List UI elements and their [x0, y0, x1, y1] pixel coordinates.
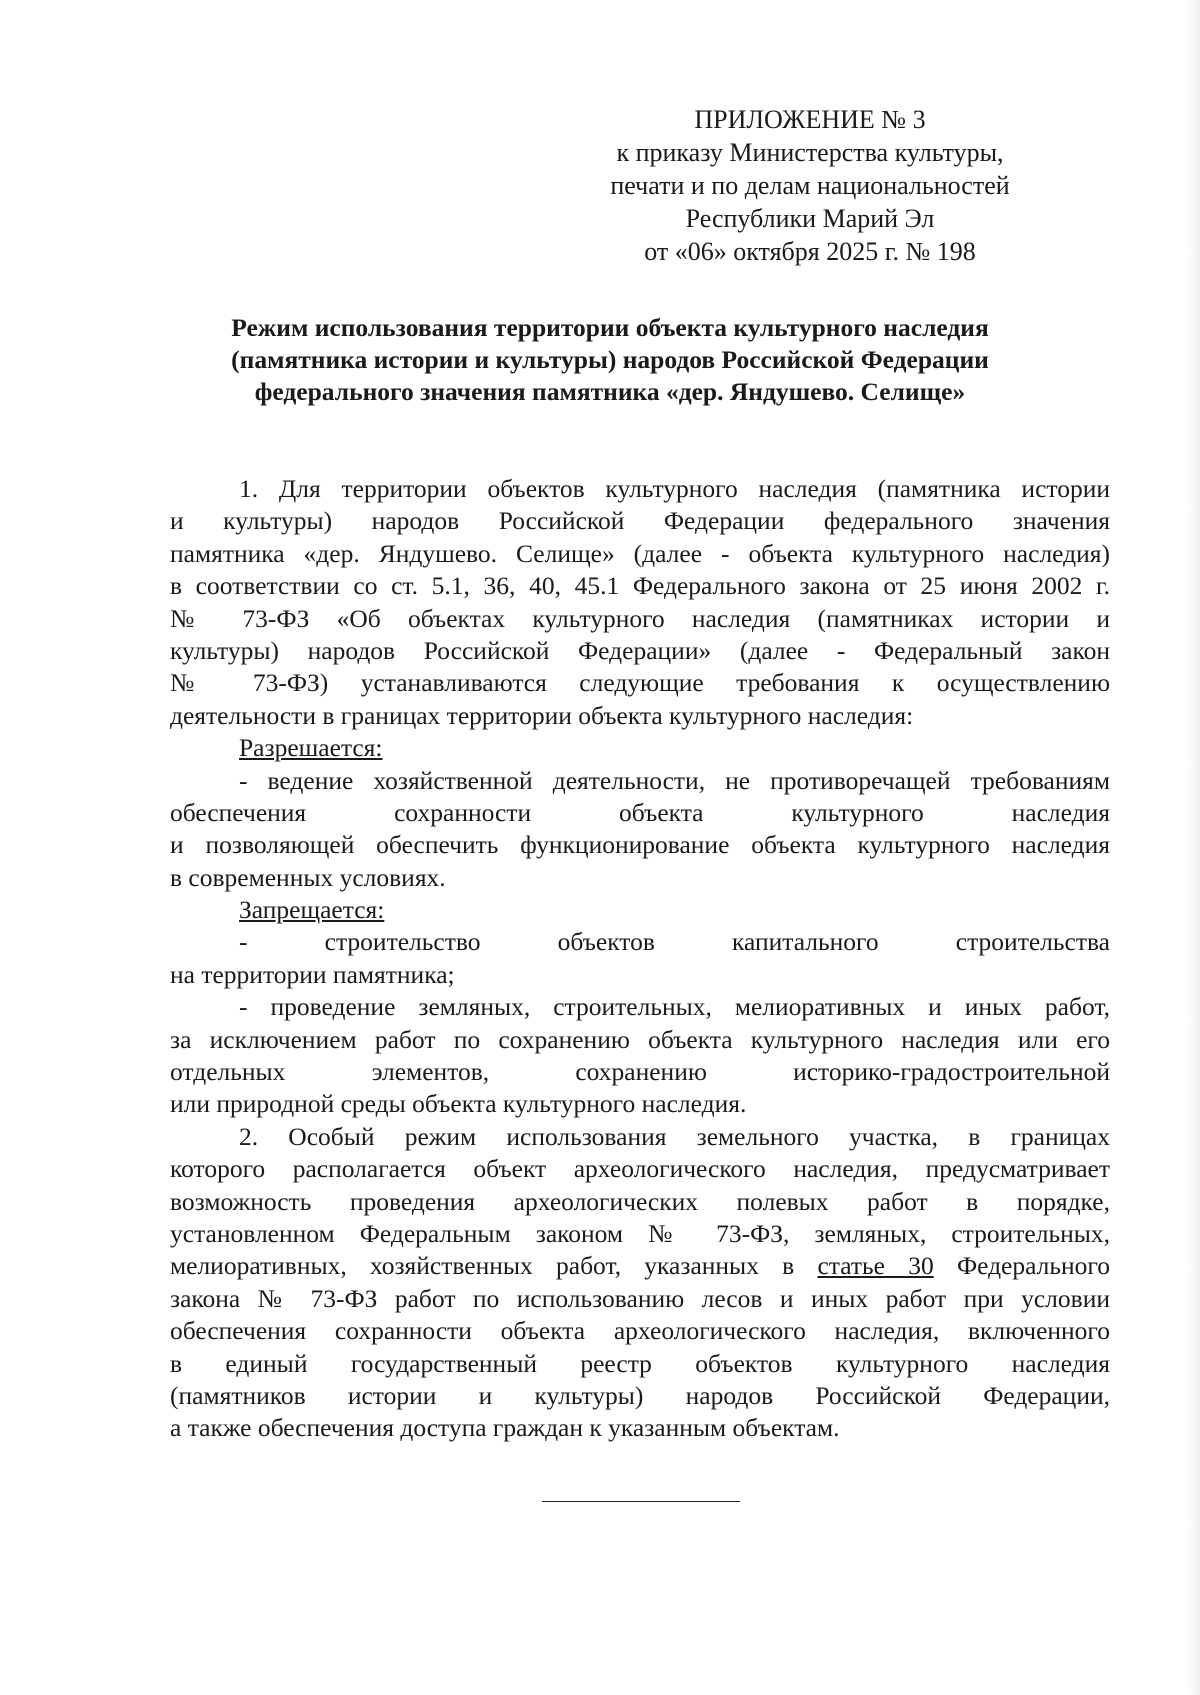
paragraph-1-line: деятельности в границах территории объекта культурного наследия: — [170, 700, 914, 730]
paragraph-1-line: 1. Для территории объектов культурного наследия (памятника истории — [239, 474, 1110, 503]
paragraph-2-line: обеспечения сохранности объекта археологического наследия, включенного — [170, 1316, 1110, 1346]
paragraph-2-text: Федерального — [933, 1251, 1110, 1281]
title-line-2: (памятника истории и культуры) народов Российской Федерации — [231, 345, 989, 374]
paragraph-2-line: (памятников истории и культуры) народов Российской Федерации, — [170, 1380, 1110, 1410]
forbidden-item-1-line: на территории памятника; — [170, 959, 455, 989]
appendix-number: ПРИЛОЖЕНИЕ № 3 — [694, 105, 926, 134]
paragraph-2-text: мелиоративных, хозяйственных работ, указанных в — [170, 1251, 818, 1281]
appendix-order-ref: к приказу Министерства культуры, — [616, 138, 1004, 167]
paragraph-2-line: которого располагается объект археологического наследия, предусматривает — [170, 1154, 1110, 1184]
paragraph-1-line: № 73-ФЗ «Об объектах культурного наследия (памятниках истории и — [170, 603, 1110, 633]
paragraph-1-line: памятника «дер. Яндушево. Селище» (далее - объекта культурного наследия) — [170, 538, 1110, 568]
paragraph-1-line: в соответствии со ст. 5.1, 36, 40, 45.1 Федерального закона от 25 июня 2002 г. — [170, 571, 1110, 601]
appendix-date-number: от «06» октября 2025 г. № 198 — [644, 237, 976, 266]
title-line-1: Режим использования территории объекта культурного наследия — [231, 313, 989, 342]
paragraph-2-line: в единый государственный реестр объектов культурного наследия — [170, 1348, 1110, 1378]
forbidden-heading-line — [170, 894, 1110, 926]
page-edge-shadow — [1186, 0, 1200, 1695]
paragraph-2-line-with-link — [170, 1250, 1110, 1282]
forbidden-item-2-line: - проведение земляных, строительных, мелиоративных и иных работ, — [239, 992, 1110, 1022]
paragraph-2-line: возможность проведения археологических полевых работ в порядке, — [170, 1186, 1110, 1216]
paragraph-2-line: а также обеспечения доступа граждан к указанным объектам. — [170, 1413, 840, 1443]
article-30-link[interactable]: статье 30 — [817, 1251, 934, 1281]
allowed-item-line: в современных условиях. — [170, 862, 446, 892]
paragraph-2-line: установленном Федеральным законом № 73-ФЗ, земляных, строительных, — [170, 1218, 1110, 1248]
document-body — [170, 473, 1110, 1445]
allowed-item-line: обеспечения сохранности объекта культурного наследия — [170, 797, 1110, 827]
paragraph-1-line: культуры) народов Российской Федерации» (далее - Федеральный закон — [170, 635, 1110, 665]
allowed-heading-line — [170, 732, 1110, 764]
forbidden-item-2-line: или природной среды объекта культурного наследия. — [170, 1089, 747, 1119]
paragraph-2-line: закона № 73-ФЗ работ по использованию лесов и иных работ при условии — [170, 1283, 1110, 1313]
paragraph-2-line: 2. Особый режим использования земельного участка, в границах — [239, 1121, 1110, 1151]
appendix-republic: Республики Марий Эл — [685, 204, 935, 233]
document-title — [150, 312, 1070, 408]
appendix-header — [560, 103, 1060, 268]
forbidden-item-2-line: за исключением работ по сохранению объекта культурного наследия или его — [170, 1024, 1110, 1054]
paragraph-1-line: № 73-ФЗ) устанавливаются следующие требования к осуществлению — [170, 668, 1110, 698]
allowed-item-line: - ведение хозяйственной деятельности, не противоречащей требованиям — [239, 765, 1110, 795]
closing-divider — [542, 1501, 740, 1502]
paragraph-1-line: и культуры) народов Российской Федерации федерального значения — [170, 506, 1110, 536]
appendix-ministry: печати и по делам национальностей — [610, 171, 1010, 200]
forbidden-item-1-line: - строительство объектов капитального строительства — [239, 927, 1110, 957]
forbidden-item-2-line: отдельных элементов, сохранению историко-градостроительной — [170, 1057, 1110, 1087]
title-line-3: федерального значения памятника «дер. Яндушево. Селище» — [254, 377, 966, 406]
allowed-item-line: и позволяющей обеспечить функционирование объекта культурного наследия — [170, 830, 1110, 860]
forbidden-heading: Запрещается: — [239, 895, 385, 925]
allowed-heading: Разрешается: — [239, 733, 383, 763]
